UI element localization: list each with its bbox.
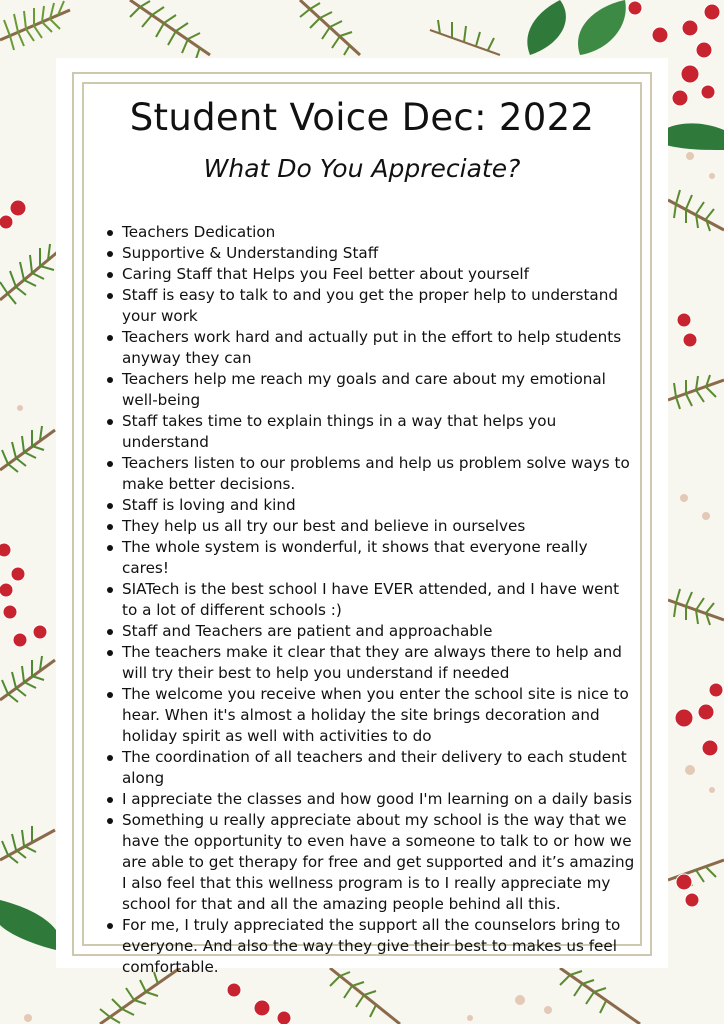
list-item: Caring Staff that Helps you Feel better about yourself <box>122 264 638 285</box>
pine-branch-top-left <box>0 1 70 50</box>
list-item: Staff takes time to explain things in a way that helps you understand <box>122 411 638 453</box>
list-item: Staff is easy to talk to and you get the proper help to understand your work <box>122 285 638 327</box>
pine-branch-top <box>130 0 500 59</box>
list-item: For me, I truly appreciated the support all the counselors bring to everyone. And also the way they give their best to makes us feel comfortable. <box>122 915 638 978</box>
list-item: Staff and Teachers are patient and approachable <box>122 621 638 642</box>
pine-branch-right <box>668 190 724 889</box>
list-item: Teachers listen to our problems and help us problem solve ways to make better decisions. <box>122 453 638 495</box>
list-item: I appreciate the classes and how good I'm learning on a daily basis <box>122 789 638 810</box>
green-leaves-left <box>0 900 56 950</box>
list-item: Teachers Dedication <box>122 222 638 243</box>
page-title: Student Voice Dec: 2022 <box>129 96 595 139</box>
list-item: The teachers make it clear that they are always there to help and will try their best to help you understand if needed <box>122 642 638 684</box>
list-item: Teachers help me reach my goals and care about my emotional well-being <box>122 369 638 411</box>
content-card <box>56 58 668 976</box>
list-item: Staff is loving and kind <box>122 495 638 516</box>
list-item: Supportive & Understanding Staff <box>122 243 638 264</box>
list-item: Teachers work hard and actually put in the effort to help students anyway they can <box>122 327 638 369</box>
list-item: They help us all try our best and believe in ourselves <box>122 516 638 537</box>
responses-list <box>122 222 638 978</box>
page-subtitle: What Do You Appreciate? <box>203 154 521 183</box>
list-item: The whole system is wonderful, it shows that everyone really cares! <box>122 537 638 579</box>
list-item: The welcome you receive when you enter the school site is nice to hear. When it's almost a holiday the site brings decoration and holiday spirit as well with activities to do <box>122 684 638 747</box>
list-item: SIATech is the best school I have EVER attended, and I have went to a lot of different schools :) <box>122 579 638 621</box>
list-item: The coordination of all teachers and their delivery to each student along <box>122 747 638 789</box>
list-item: Something u really appreciate about my school is the way that we have the opportunity to even have a someone to talk to or how we are able to get therapy for free and get supported and it’s amazing I also feel that this wellness program is to I really appreciate my school for that and all the amazing people behind all this. <box>122 810 638 915</box>
